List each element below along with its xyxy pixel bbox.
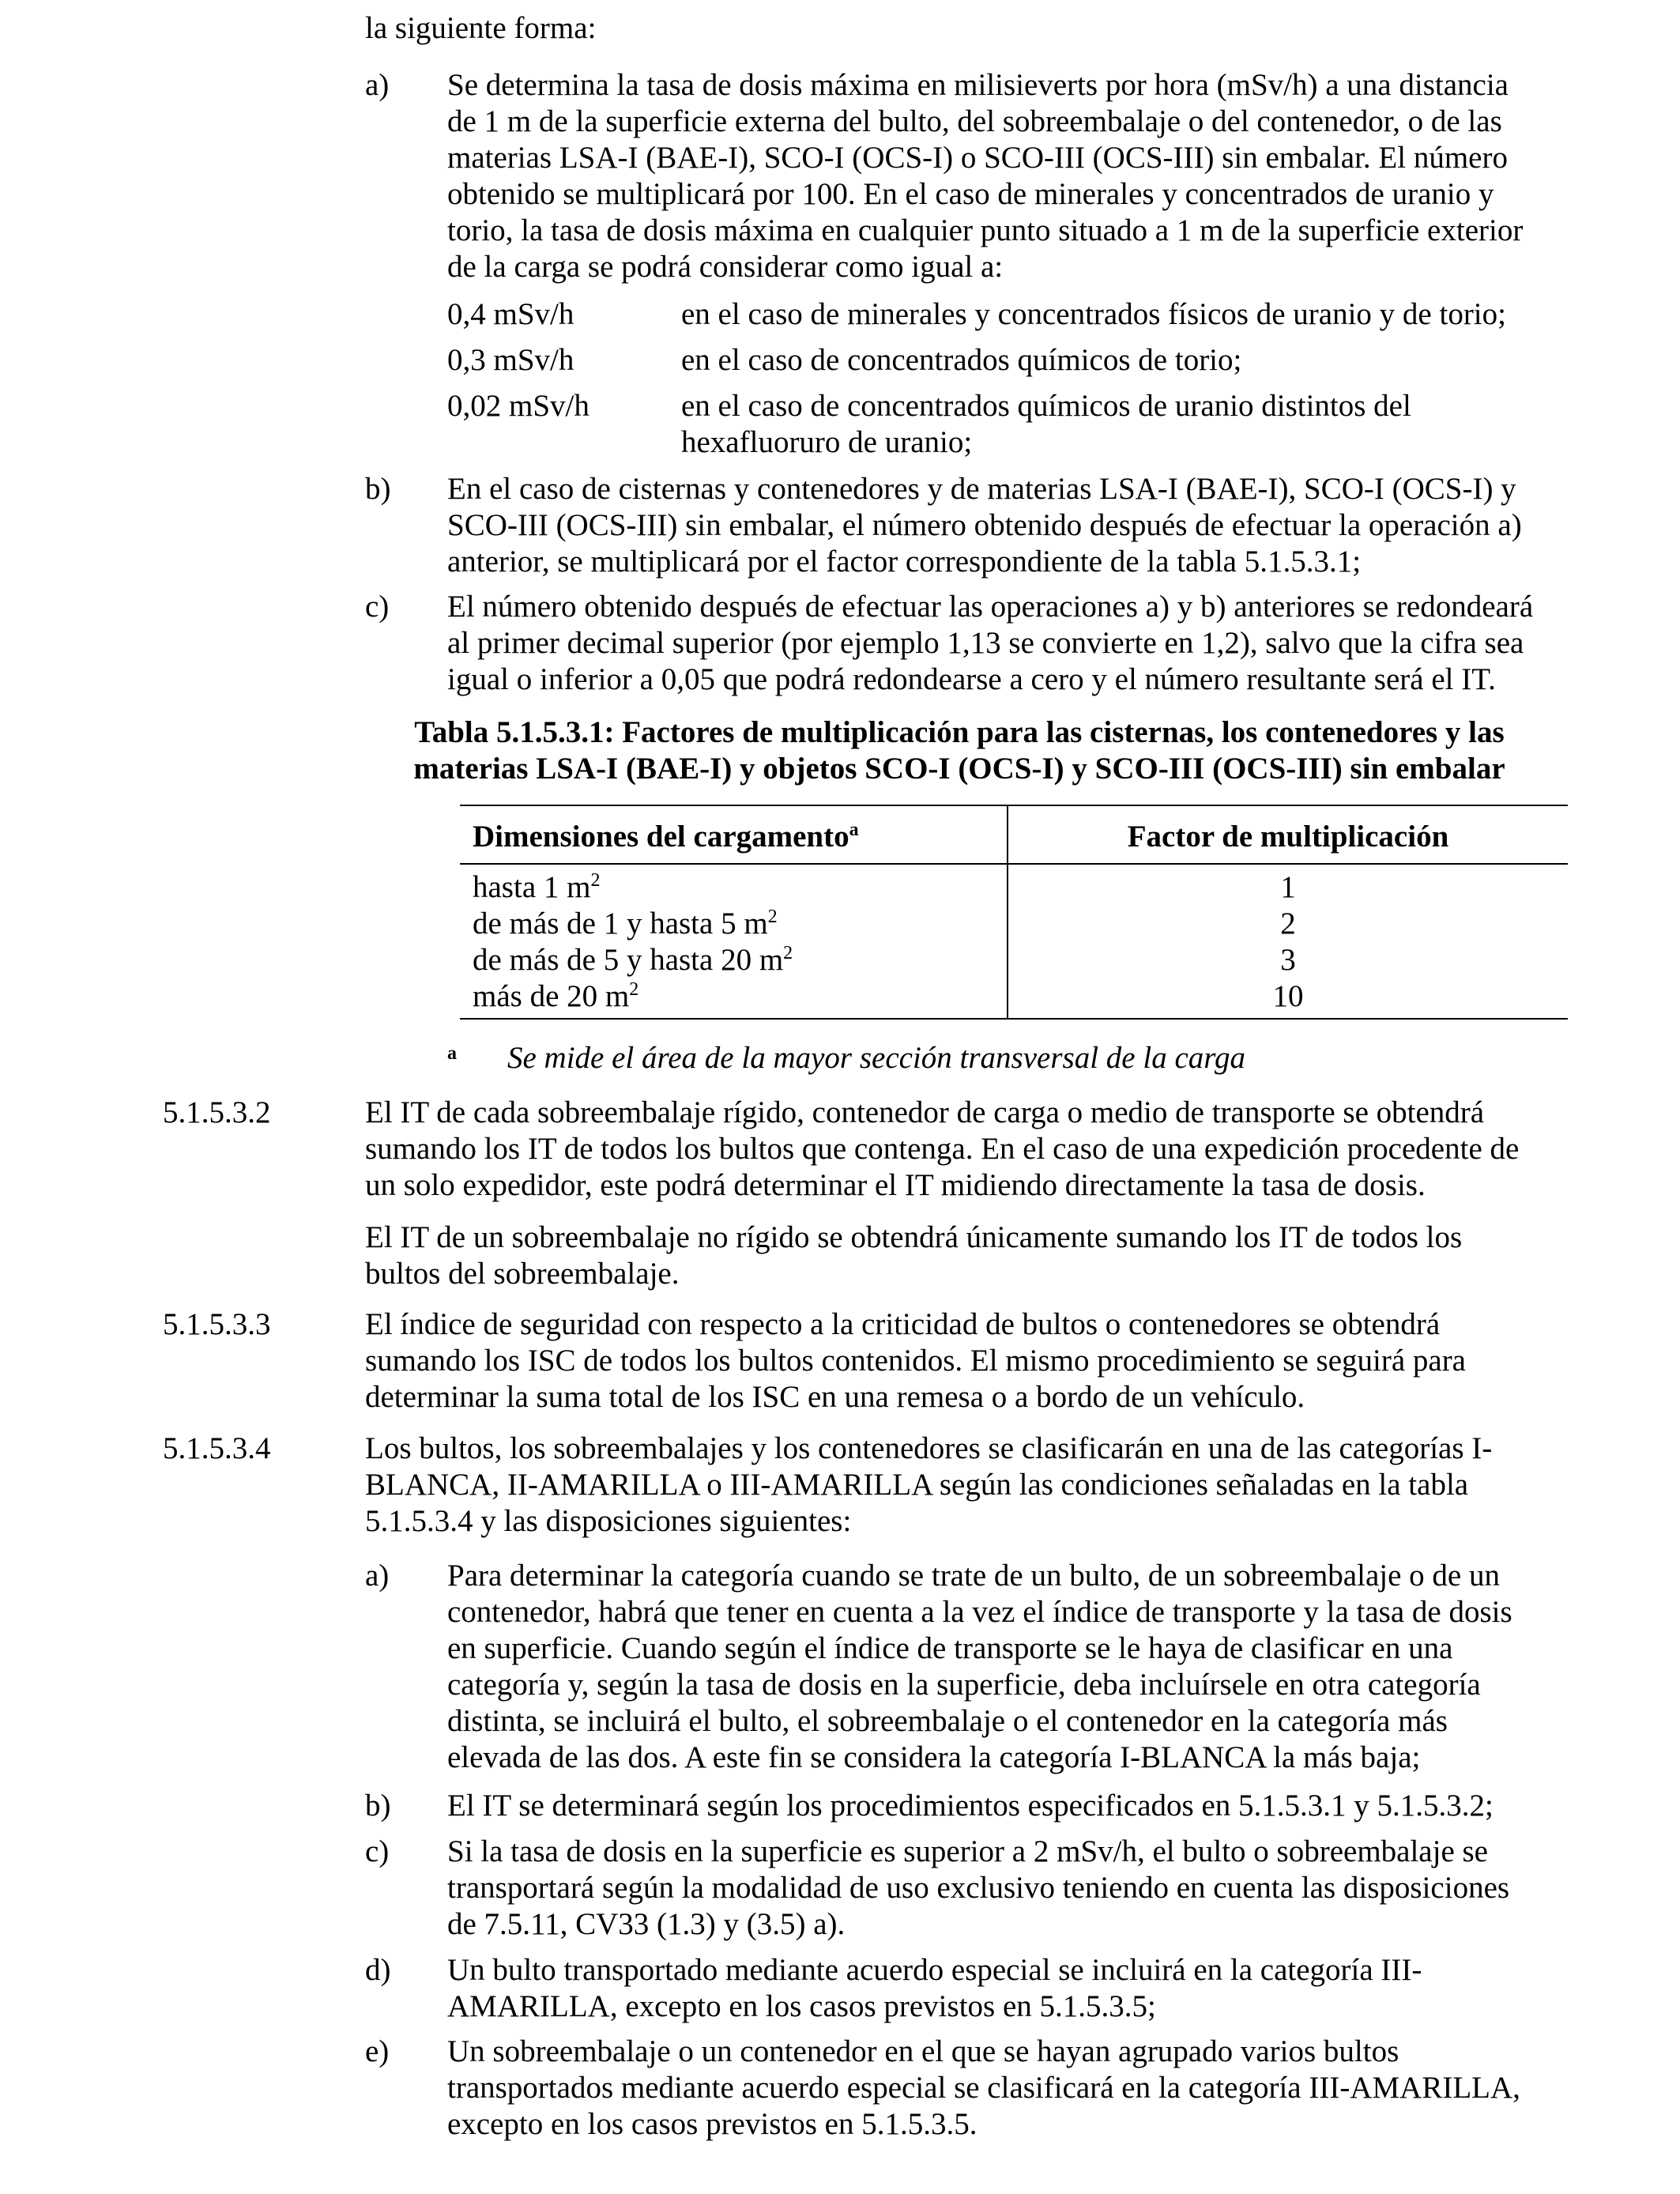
sub-item-text [447, 1788, 1554, 1824]
text-line: de 1 m de la superficie externa del bulto, del sobreembalaje o del contenedor, o de las [447, 104, 1502, 138]
sub-item-text [447, 1952, 1554, 2025]
rate-description: en el caso de concentrados químicos de torio; [681, 343, 1242, 377]
table-row [460, 864, 1568, 906]
text-line: un solo expedidor, este podrá determinar el IT midiendo directamente la tasa de dosis. [365, 1168, 1426, 1202]
item-b-text [447, 471, 1554, 580]
text-line: El número obtenido después de efectuar las operaciones a) y b) anteriores se redondeará [447, 590, 1534, 624]
column-header-dimensions: Dimensiones del cargamento$^a$ [460, 805, 1008, 864]
sub-item-text [447, 1558, 1554, 1776]
sub-item-text [447, 1834, 1554, 1943]
text-line: bultos del sobreembalaje. [365, 1257, 680, 1291]
caption-line: materias LSA-I (BAE-I) y objetos SCO-I (OCS-I) y SCO-III (OCS-III) sin embalar [413, 752, 1505, 786]
sub-item-letter: c) [365, 1834, 390, 1868]
text-line: El IT de un sobreembalaje no rígido se obtendrá únicamente sumando los IT de todos los [365, 1220, 1463, 1254]
text-line: en superficie. Cuando según el índice de transporte se le haya de clasificar en una [447, 1631, 1453, 1665]
rate-value: 0,3 mSv/h [447, 343, 574, 377]
footnote-text: Se mide el área de la mayor sección transversal de la carga [507, 1041, 1245, 1075]
section-text [365, 1220, 1554, 1292]
text-line: Se determina la tasa de dosis máxima en milisieverts por hora (mSv/h) a una distancia [447, 68, 1509, 102]
section-text [365, 1095, 1554, 1204]
dimension-cell: de más de 1 y hasta 5 $m^2$ [473, 907, 778, 941]
factor-cell: 2 [1008, 906, 1568, 942]
caption-line: Tabla 5.1.5.3.1: Factores de multiplicación para las cisternas, los contenedores y las [414, 715, 1505, 749]
table-row [460, 906, 1568, 942]
text-line: al primer decimal superior (por ejemplo 1,13 se convierte en 1,2), salvo que la cifra sea [447, 626, 1524, 660]
section-text [365, 1306, 1554, 1416]
text-line: El IT de cada sobreembalaje rígido, contenedor de carga o medio de transporte se obtendrá [365, 1095, 1485, 1129]
text-line: Un sobreembalaje o un contenedor en el que se hayan agrupado varios bultos [447, 2034, 1399, 2068]
table-caption [365, 714, 1554, 787]
item-b-letter: b) [365, 472, 391, 506]
factor-cell: 1 [1008, 864, 1568, 906]
text-line: contenedor, habrá que tener en cuenta a la vez el índice de transporte y la tasa de dosis [447, 1595, 1512, 1629]
text-line: de 7.5.11, CV33 (1.3) y (3.5) a). [447, 1907, 846, 1941]
text-line: distinta, se incluirá el bulto, el sobreembalaje o el contenedor en la categoría más [447, 1704, 1448, 1738]
item-c-text [447, 589, 1554, 698]
text-line: SCO-III (OCS-III) sin embalar, el número obtenido después de efectuar la operación a) [447, 508, 1522, 542]
text-line: 5.1.5.3.4 y las disposiciones siguientes: [365, 1504, 852, 1538]
item-c-letter: c) [365, 590, 390, 624]
rate-description: en el caso de minerales y concentrados físicos de uranio y de torio; [681, 297, 1506, 331]
text-line: obtenido se multiplicará por 100. En el caso de minerales y concentrados de uranio y [447, 177, 1494, 211]
text-line: AMARILLA, excepto en los casos previstos en 5.1.5.3.5; [447, 1989, 1156, 2023]
text-line: transportará según la modalidad de uso exclusivo teniendo en cuenta las disposiciones [447, 1871, 1510, 1905]
footnote-mark: a [447, 1043, 457, 1064]
text-line: categoría y, según la tasa de dosis en la superficie, deba incluírsele en otra categoría [447, 1668, 1481, 1702]
text-line: hexafluoruro de uranio; [681, 425, 973, 459]
text-line: Los bultos, los sobreembalajes y los contenedores se clasificarán en una de las categorías I- [365, 1431, 1493, 1465]
dimension-cell: más de 20 $m^2$ [473, 979, 639, 1013]
intro-text: la siguiente forma: [365, 11, 597, 45]
sub-item-letter: a) [365, 1559, 390, 1593]
text-line: sumando los IT de todos los bultos que contenga. En el caso de una expedición procedente de [365, 1132, 1520, 1166]
rate-value: 0,4 mSv/h [447, 297, 574, 331]
text-line: de la carga se podrá considerar como igual a: [447, 250, 1004, 284]
section-text [365, 1431, 1554, 1540]
sub-item-text [447, 2034, 1554, 2143]
rate-description [681, 388, 1554, 461]
text-line: Si la tasa de dosis en la superficie es superior a 2 mSv/h, el bulto o sobreembalaje se [447, 1834, 1488, 1868]
item-a-text [447, 67, 1554, 285]
text-line: determinar la suma total de los ISC en una remesa o a bordo de un vehículo. [365, 1380, 1305, 1414]
text-line: en el caso de concentrados químicos de uranio distintos del [681, 389, 1411, 423]
text-line: El IT se determinará según los procedimientos especificados en 5.1.5.3.1 y 5.1.5.3.2; [447, 1789, 1494, 1823]
text-line: transportados mediante acuerdo especial se clasificará en la categoría III-AMARILLA, [447, 2071, 1520, 2105]
text-line: El índice de seguridad con respecto a la criticidad de bultos o contenedores se obtendrá [365, 1307, 1441, 1341]
text-line: anterior, se multiplicará por el factor correspondiente de la tabla 5.1.5.3.1; [447, 545, 1362, 579]
sub-item-letter: e) [365, 2034, 390, 2068]
section-number: 5.1.5.3.2 [163, 1095, 271, 1129]
item-a-letter: a) [365, 68, 390, 102]
text-line: Un bulto transportado mediante acuerdo especial se incluirá en la categoría III- [447, 1953, 1422, 1987]
rate-value: 0,02 mSv/h [447, 389, 590, 423]
text-line: elevada de las dos. A este fin se considera la categoría I-BLANCA la más baja; [447, 1740, 1421, 1774]
table-header-row [460, 805, 1568, 864]
sub-item-letter: b) [365, 1789, 391, 1823]
text-line: sumando los ISC de todos los bultos contenidos. El mismo procedimiento se seguirá para [365, 1344, 1466, 1378]
text-line: torio, la tasa de dosis máxima en cualquier punto situado a 1 m de la superficie exterior [447, 213, 1524, 247]
section-number: 5.1.5.3.4 [163, 1431, 271, 1465]
table-row [460, 942, 1568, 978]
dimension-cell: de más de 5 y hasta 20 $m^2$ [473, 943, 793, 977]
text-line: En el caso de cisternas y contenedores y de materias LSA-I (BAE-I), SCO-I (OCS-I) y [447, 472, 1516, 506]
text-line: BLANCA, II-AMARILLA o III-AMARILLA según las condiciones señaladas en la tabla [365, 1468, 1469, 1502]
text-line: materias LSA-I (BAE-I), SCO-I (OCS-I) o SCO-III (OCS-III) sin embalar. El número [447, 141, 1508, 175]
sub-item-letter: d) [365, 1953, 391, 1987]
multiplication-factors-table [460, 805, 1568, 1020]
factor-cell: 10 [1008, 978, 1568, 1019]
factor-cell: 3 [1008, 942, 1568, 978]
dimension-cell: hasta 1 $m^2$ [473, 870, 601, 904]
text-line: igual o inferior a 0,05 que podrá redondearse a cero y el número resultante será el IT. [447, 662, 1496, 696]
column-header-factor: Factor de multiplicación [1008, 805, 1568, 864]
table-row [460, 978, 1568, 1019]
section-number: 5.1.5.3.3 [163, 1307, 271, 1341]
footnote-ref: a [849, 820, 859, 840]
text-line: excepto en los casos previstos en 5.1.5.3.5. [447, 2107, 977, 2141]
text-line: Para determinar la categoría cuando se trate de un bulto, de un sobreembalaje o de un [447, 1559, 1500, 1593]
